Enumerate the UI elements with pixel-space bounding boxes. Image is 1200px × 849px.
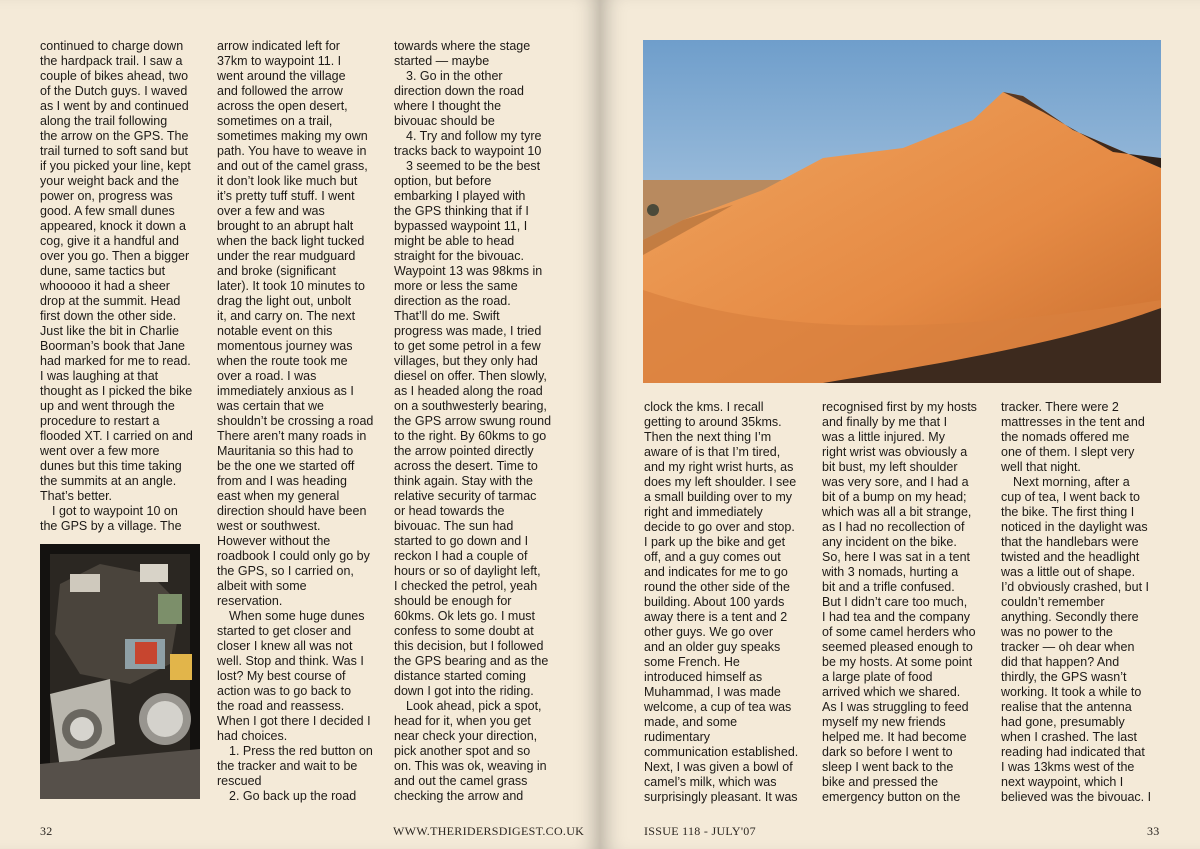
right-column-2 [822, 400, 990, 805]
list-item: 3. Go in the other direction down the road where I thought the bivouac should be [394, 69, 524, 128]
list-item: 1. Press the red button on the tracker and wait to be rescued [217, 744, 373, 788]
list-item: 2. Go back up the road [229, 789, 357, 803]
paragraph: Look ahead, pick a spot, head for it, when you get near check your direction, pick another spot and so on. This was ok, weaving in and out the camel grass checking the arrow and [394, 699, 547, 803]
right-column-3 [1001, 400, 1169, 805]
paragraph: tracker. There were 2 mattresses in the tent and the nomads offered me one of them. I slept very well that night. [1001, 400, 1145, 474]
paragraph: clock the kms. I recall getting to around 35kms. Then the next thing I’m aware of is that I’m tired, and my right wrist hurts, as does my left shoulder. I see a small building over to my right and immediately decide to go over and stop. I park up the bike and get off, and a guy comes out and indicates for me to go round the other side of the building. About 100 yards away there is a tent and 2 other guys. We go over and an older guy speaks some French. He introduced himself as Muhammad, I was made welcome, a cup of tea was made, and some rudimentary communication established. Next, I was given a bowl of camel’s milk, which was surprisingly pleasant. It was [644, 400, 799, 804]
sand-dune-photo [643, 40, 1161, 383]
list-item: towards where the stage started — maybe [394, 39, 531, 68]
paragraph: arrow indicated left for 37km to waypoint 11. I went around the village and followed the arrow across the open desert, sometimes on a trail, sometimes making my own path. You have to weave in and out of the camel grass, it don’t look like much but it’s pretty tuff stuff. I went over a few and was brought to an abrupt halt when the back light tucked under the rear mudguard and broke (significant later). It took 10 minutes to drag the light out, unbolt it, and carry on. The next notable event on this momentous journey was when the route took me over a road. I was immediately anxious as I was certain that we shouldn’t be crossing a road There aren’t many roads in Mauritania so this had to be the one we started off from and I was heading east when my general direction should have been west or southwest. However without the roadbook I could only go by the GPS, so I carried on, albeit with some reservation. [217, 39, 374, 608]
left-column-2 [217, 39, 385, 804]
footer-url: WWW.THERIDERSDIGEST.CO.UK [393, 824, 585, 838]
paragraph: 3 seemed to be the best option, but before embarking I played with the GPS thinking that if I bypassed waypoint 11, I might be able to head straight for the bivouac. Waypoint 13 was 98kms in more or less the same direction as the road. That’ll do me. Swift progress was made, I tried to get some petrol in a few villages, but they only had diesel on offer. Then slowly, as I headed along the road on a southwesterly bearing, the GPS arrow swung round to the right. By 60kms to go the arrow pointed directly across the desert. Time to think again. Stay with the relative security of tarmac or head towards the bivouac. The sun had started to go down and I reckon I had a couple of hours or so of daylight left, I checked the petrol, yeah should be enough for 60kms. Ok lets go. I must confess to some doubt at this decision, but I followed the GPS bearing and as the distance started coming down I got into the riding. [394, 159, 552, 698]
left-column-1 [40, 39, 205, 534]
left-column-3 [394, 39, 562, 804]
paragraph: I got to waypoint 10 on the GPS by a village. The [40, 504, 182, 533]
page-number-left: 32 [40, 824, 53, 838]
right-page [600, 0, 1200, 849]
page-number-right: 33 [1147, 824, 1160, 838]
paragraph: When some huge dunes started to get closer and closer I knew all was not well. Stop and think. Was I lost? My best course of action was to go back to the road and reassess. When I got there I decided I had choices. [217, 609, 371, 743]
paragraph: continued to charge down the hardpack trail. I saw a couple of bikes ahead, two of the Dutch guys. I waved as I went by and continued along the trail following the arrow on the GPS. The trail turned to soft sand but if you picked your line, kept your weight back and the power on, progress was good. A few small dunes appeared, knock it down a cog, give it a handful and over you go. Then a bigger dune, same tactics but whooooo it had a sheer drop at the summit. Head first down the other side. Just like the bit in Charlie Boorman’s book that Jane had marked for me to read. I was laughing at that thought as I picked the bike up and went through the procedure to restart a flooded XT. I carried on and went over a few more dunes but this time taking the summits at an angle. That’s better. [40, 39, 193, 503]
motorbike-illustration [40, 544, 200, 799]
list-item: 4. Try and follow my tyre tracks back to waypoint 10 [394, 129, 542, 158]
motorbike-photo [40, 544, 200, 799]
paragraph: Next morning, after a cup of tea, I went back to the bike. The first thing I noticed in the daylight was that the handlebars were twisted and the headlight was a little out of shape. I’d obviously crashed, but I couldn’t remember anything. Secondly there was no power to the tracker — oh dear when did that happen? And thirdly, the GPS wasn’t working. It took a while to realise that the antenna had gone, presumably when I crashed. The last reading had indicated that I was 13kms west of the next waypoint, which I believed was the bivouac. I [1001, 475, 1152, 804]
dune-illustration [643, 40, 1161, 383]
paragraph: recognised first by my hosts and finally by me that I was a little injured. My right wrist was obviously a bit bust, my left shoulder was very sore, and I had a bit of a bump on my head; which was all a bit strange, as I had no recollection of any incident on the bike. So, here I was sat in a tent with 3 nomads, hurting a bit and a trifle confused. But I didn’t care too much, I had tea and the company of some camel herders who seemed pleased enough to be my hosts. At some point a large plate of food arrived which we shared. As I was struggling to feed myself my new friends helped me. It had become dark so before I went to sleep I went back to the bike and pressed the emergency button on the [822, 400, 977, 804]
right-column-1 [644, 400, 812, 805]
footer-issue: ISSUE 118 - JULY'07 [644, 824, 756, 838]
